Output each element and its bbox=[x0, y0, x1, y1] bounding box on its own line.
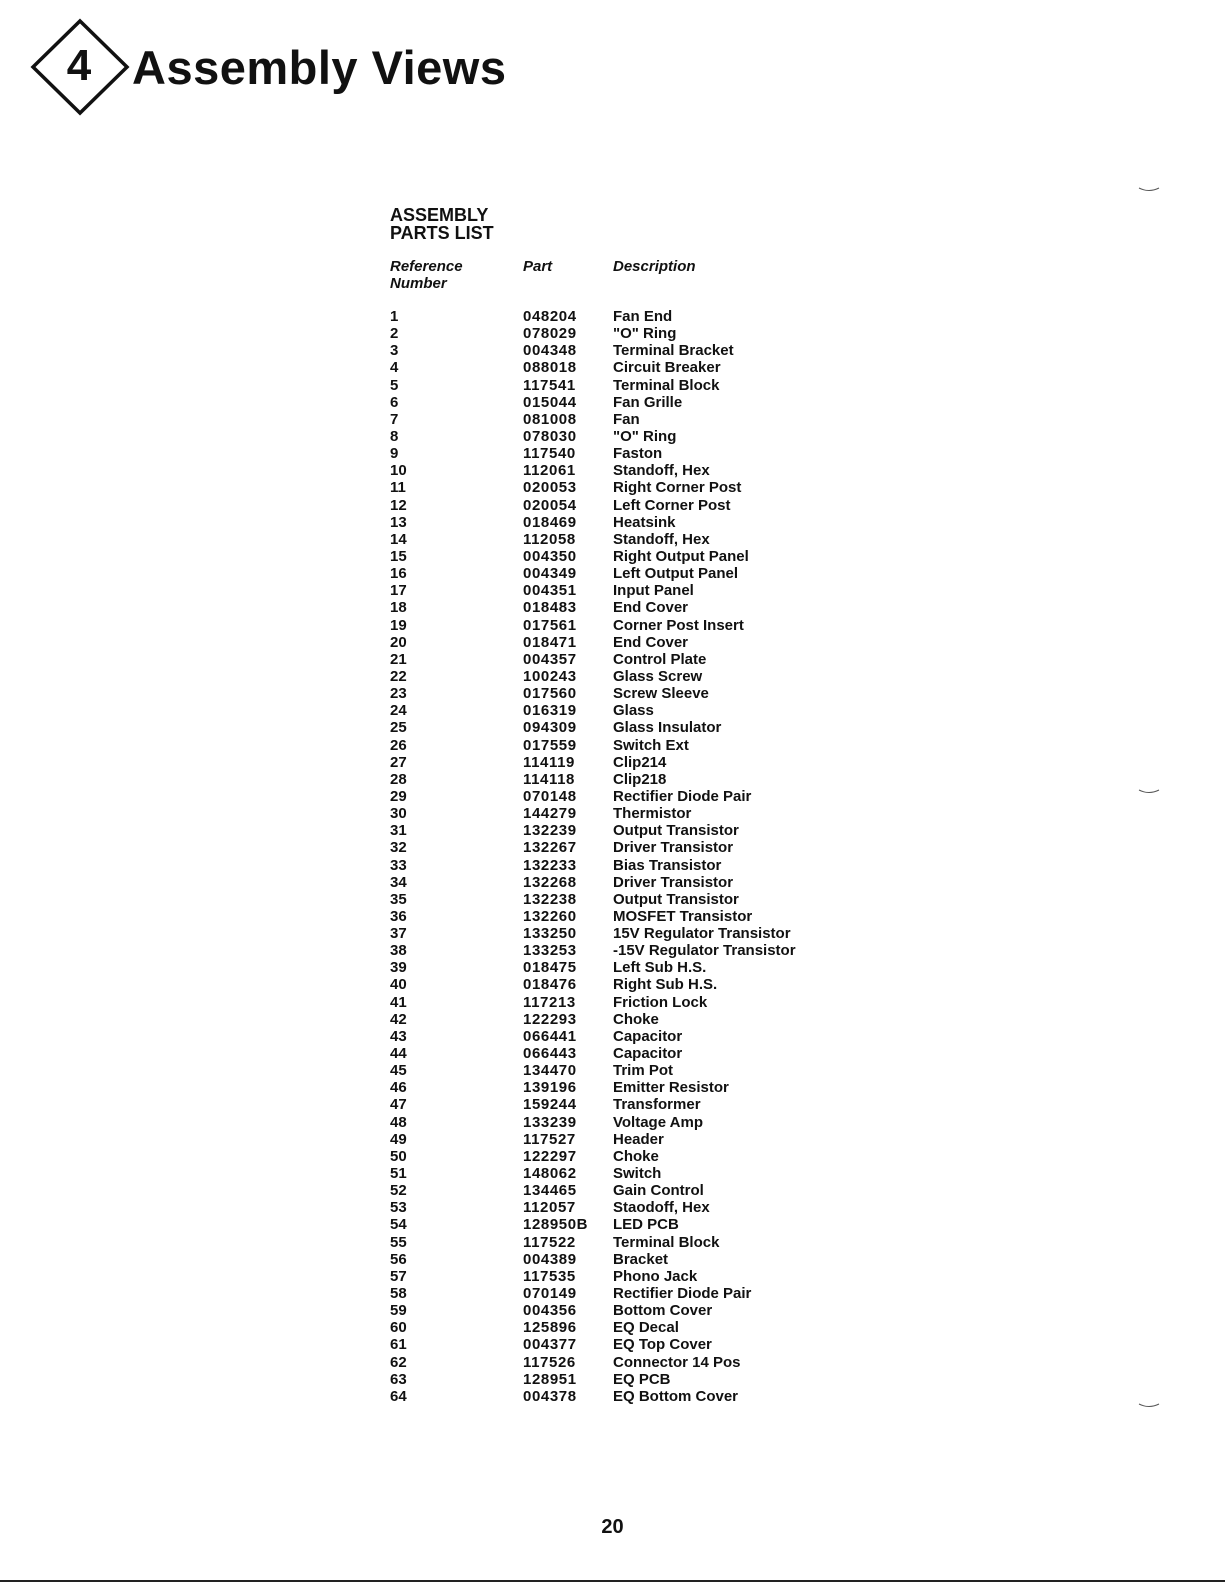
part-number-cell: 117527 bbox=[523, 1130, 576, 1148]
description-cell: End Cover bbox=[613, 599, 689, 617]
description-cell: Terminal Block bbox=[613, 1233, 720, 1251]
part-number-cell: 004351 bbox=[523, 582, 577, 600]
description-cell: Left Corner Post bbox=[613, 496, 731, 514]
reference-number-cell: 24 bbox=[390, 702, 407, 720]
part-number-cell: 144279 bbox=[523, 805, 577, 823]
part-number-cell: 133239 bbox=[523, 1113, 577, 1131]
reference-number-cell: 14 bbox=[390, 530, 407, 548]
reference-number-cell: 12 bbox=[390, 496, 407, 514]
description-cell: Corner Post Insert bbox=[613, 616, 744, 634]
page-number: 20 bbox=[601, 1516, 624, 1538]
reference-number-cell: 15 bbox=[390, 547, 407, 565]
part-number-cell: 016319 bbox=[523, 702, 577, 720]
description-cell: Header bbox=[613, 1130, 664, 1148]
reference-number-cell: 54 bbox=[390, 1216, 407, 1234]
reference-number-cell: 57 bbox=[390, 1267, 407, 1285]
description-cell: Right Output Panel bbox=[613, 547, 749, 565]
part-number-cell: 159244 bbox=[523, 1096, 577, 1114]
reference-number-cell: 25 bbox=[390, 719, 407, 737]
reference-number-cell: 47 bbox=[390, 1096, 407, 1114]
part-number-cell: 004356 bbox=[523, 1302, 577, 1320]
part-number-cell: 004357 bbox=[523, 650, 577, 668]
column-header-reference-line1: Reference bbox=[390, 258, 463, 275]
reference-number-cell: 10 bbox=[390, 462, 407, 480]
part-number-cell: 134465 bbox=[523, 1182, 577, 1200]
part-number-cell: 004389 bbox=[523, 1250, 577, 1268]
part-number-cell: 004349 bbox=[523, 565, 577, 583]
part-number-cell: 100243 bbox=[523, 667, 577, 685]
part-number-cell: 015044 bbox=[523, 393, 577, 411]
reference-number-cell: 34 bbox=[390, 873, 407, 891]
reference-number-cell: 58 bbox=[390, 1285, 407, 1303]
part-number-cell: 018475 bbox=[523, 959, 577, 977]
reference-number-cell: 23 bbox=[390, 685, 407, 703]
reference-number-cell: 44 bbox=[390, 1045, 407, 1063]
reference-number-cell: 16 bbox=[390, 565, 407, 583]
part-number-cell: 117535 bbox=[523, 1267, 576, 1285]
reference-number-cell: 43 bbox=[390, 1027, 407, 1045]
part-number-cell: 017561 bbox=[523, 616, 577, 634]
part-number-cell: 132260 bbox=[523, 907, 577, 925]
reference-number-cell: 64 bbox=[390, 1387, 407, 1405]
description-cell: "O" Ring bbox=[613, 325, 677, 343]
description-cell: Switch Ext bbox=[613, 736, 689, 754]
reference-number-cell: 60 bbox=[390, 1319, 407, 1337]
description-cell: Left Sub H.S. bbox=[613, 959, 707, 977]
part-number-cell: 048204 bbox=[523, 308, 577, 325]
scan-mark bbox=[1138, 186, 1160, 194]
part-number-cell: 018483 bbox=[523, 599, 577, 617]
description-cell: Capacitor bbox=[613, 1027, 683, 1045]
part-number-cell: 066441 bbox=[523, 1027, 577, 1045]
reference-number-cell: 37 bbox=[390, 925, 407, 943]
part-number-cell: 134470 bbox=[523, 1062, 577, 1080]
chapter-header bbox=[30, 18, 630, 118]
description-cell: Fan End bbox=[613, 308, 673, 325]
part-number-cell: 122293 bbox=[523, 1010, 577, 1028]
reference-number-cell: 9 bbox=[390, 445, 399, 463]
part-number-cell: 070149 bbox=[523, 1285, 577, 1303]
description-cell: Phono Jack bbox=[613, 1267, 698, 1285]
description-cell: Glass Screw bbox=[613, 667, 703, 685]
part-number-cell: 117526 bbox=[523, 1353, 576, 1371]
part-number-cell: 070148 bbox=[523, 787, 577, 805]
description-cell: Emitter Resistor bbox=[613, 1079, 729, 1097]
reference-number-cell: 45 bbox=[390, 1062, 407, 1080]
description-cell: Gain Control bbox=[613, 1182, 704, 1200]
section-heading bbox=[390, 206, 494, 242]
description-cell: Left Output Panel bbox=[613, 565, 738, 583]
description-cell: EQ PCB bbox=[613, 1370, 671, 1388]
part-number-cell: 117541 bbox=[523, 376, 576, 394]
reference-number-cell: 40 bbox=[390, 976, 407, 994]
part-number-cell: 114118 bbox=[523, 770, 575, 788]
description-cell: Output Transistor bbox=[613, 822, 739, 840]
reference-number-cell: 18 bbox=[390, 599, 407, 617]
column-header-reference-line2: Number bbox=[390, 275, 447, 292]
reference-number-cell: 63 bbox=[390, 1370, 407, 1388]
part-number-cell: 133250 bbox=[523, 925, 577, 943]
description-cell: Heatsink bbox=[613, 513, 676, 531]
description-cell: Voltage Amp bbox=[613, 1113, 704, 1131]
description-cell: Staodoff, Hex bbox=[613, 1199, 710, 1217]
reference-number-cell: 1 bbox=[390, 308, 399, 325]
reference-number-cell: 50 bbox=[390, 1147, 407, 1165]
description-cell: Transformer bbox=[613, 1096, 701, 1114]
column-header-reference bbox=[390, 258, 463, 292]
description-cell: Bias Transistor bbox=[613, 856, 722, 874]
description-cell: Rectifier Diode Pair bbox=[613, 1285, 752, 1303]
description-cell: Friction Lock bbox=[613, 993, 708, 1011]
part-number-cell: 018469 bbox=[523, 513, 577, 531]
description-cell: EQ Top Cover bbox=[613, 1336, 712, 1354]
reference-number-cell: 55 bbox=[390, 1233, 407, 1251]
reference-number-cell: 38 bbox=[390, 942, 407, 960]
description-cell: Thermistor bbox=[613, 805, 692, 823]
description-cell: Bracket bbox=[613, 1250, 669, 1268]
part-number-cell: 081008 bbox=[523, 410, 577, 428]
part-number-cell: 017560 bbox=[523, 685, 577, 703]
part-number-cell: 132238 bbox=[523, 890, 577, 908]
part-number-cell: 132239 bbox=[523, 822, 577, 840]
part-number-cell: 117213 bbox=[523, 993, 576, 1011]
reference-number-cell: 13 bbox=[390, 513, 407, 531]
description-cell: Bottom Cover bbox=[613, 1302, 713, 1320]
part-number-cell: 125896 bbox=[523, 1319, 577, 1337]
reference-number-cell: 62 bbox=[390, 1353, 407, 1371]
column-header-description: Description bbox=[613, 258, 696, 275]
description-cell: Capacitor bbox=[613, 1045, 683, 1063]
part-number-cell: 088018 bbox=[523, 359, 577, 377]
description-cell: Circuit Breaker bbox=[613, 359, 721, 377]
column-header-part: Part bbox=[523, 258, 553, 275]
description-cell: Trim Pot bbox=[613, 1062, 674, 1080]
reference-number-cell: 30 bbox=[390, 805, 407, 823]
description-cell: Right Sub H.S. bbox=[613, 976, 718, 994]
part-number-cell: 004348 bbox=[523, 342, 577, 360]
part-number-cell: 112061 bbox=[523, 462, 576, 480]
description-cell: Rectifier Diode Pair bbox=[613, 787, 752, 805]
description-cell: Choke bbox=[613, 1147, 659, 1165]
description-cell: Glass Insulator bbox=[613, 719, 722, 737]
reference-number-cell: 52 bbox=[390, 1182, 407, 1200]
description-cell: MOSFET Transistor bbox=[613, 907, 753, 925]
section-heading-line1: ASSEMBLY bbox=[390, 205, 489, 225]
description-cell: Clip218 bbox=[613, 770, 667, 788]
reference-number-cell: 33 bbox=[390, 856, 407, 874]
reference-number-cell: 5 bbox=[390, 376, 399, 394]
part-number-cell: 132267 bbox=[523, 839, 577, 857]
part-number-cell: 133253 bbox=[523, 942, 577, 960]
description-cell: Fan Grille bbox=[613, 393, 683, 411]
description-cell: Faston bbox=[613, 445, 663, 463]
description-cell: Fan bbox=[613, 410, 640, 428]
reference-number-cell: 3 bbox=[390, 342, 399, 360]
part-number-cell: 139196 bbox=[523, 1079, 577, 1097]
part-number-cell: 004377 bbox=[523, 1336, 577, 1354]
part-number-cell: 132268 bbox=[523, 873, 577, 891]
reference-number-cell: 39 bbox=[390, 959, 407, 977]
description-cell: EQ Decal bbox=[613, 1319, 679, 1337]
part-number-cell: 132233 bbox=[523, 856, 577, 874]
reference-number-cell: 36 bbox=[390, 907, 407, 925]
description-cell: Clip214 bbox=[613, 753, 667, 771]
description-cell: Glass bbox=[613, 702, 654, 720]
reference-number-cell: 48 bbox=[390, 1113, 407, 1131]
description-cell: "O" Ring bbox=[613, 427, 677, 445]
description-cell: -15V Regulator Transistor bbox=[613, 942, 796, 960]
description-cell: Standoff, Hex bbox=[613, 462, 710, 480]
description-cell: 15V Regulator Transistor bbox=[613, 925, 791, 943]
part-number-cell: 122297 bbox=[523, 1147, 577, 1165]
reference-number-cell: 7 bbox=[390, 410, 399, 428]
part-number-cell: 128950B bbox=[523, 1216, 589, 1234]
part-number-cell: 117522 bbox=[523, 1233, 576, 1251]
description-cell: Control Plate bbox=[613, 650, 707, 668]
description-cell: Choke bbox=[613, 1010, 659, 1028]
reference-number-cell: 2 bbox=[390, 325, 399, 343]
description-cell: Driver Transistor bbox=[613, 839, 734, 857]
reference-number-cell: 53 bbox=[390, 1199, 407, 1217]
reference-number-cell: 20 bbox=[390, 633, 407, 651]
reference-number-cell: 31 bbox=[390, 822, 407, 840]
part-number-cell: 020053 bbox=[523, 479, 577, 497]
reference-number-cell: 61 bbox=[390, 1336, 407, 1354]
part-number-cell: 117540 bbox=[523, 445, 576, 463]
scan-mark bbox=[1138, 1402, 1160, 1410]
bottom-rule bbox=[0, 1580, 1225, 1582]
description-cell: Connector 14 Pos bbox=[613, 1353, 741, 1371]
section-heading-line2: PARTS LIST bbox=[390, 223, 494, 243]
reference-number-cell: 6 bbox=[390, 393, 399, 411]
description-cell: End Cover bbox=[613, 633, 689, 651]
part-number-cell: 004350 bbox=[523, 547, 577, 565]
description-cell: EQ Bottom Cover bbox=[613, 1387, 739, 1405]
scan-mark bbox=[1138, 788, 1160, 796]
reference-number-cell: 41 bbox=[390, 993, 407, 1011]
reference-number-cell: 26 bbox=[390, 736, 407, 754]
reference-number-cell: 56 bbox=[390, 1250, 407, 1268]
part-number-cell: 114119 bbox=[523, 753, 575, 771]
description-cell: Driver Transistor bbox=[613, 873, 734, 891]
description-cell: Right Corner Post bbox=[613, 479, 742, 497]
reference-number-cell: 51 bbox=[390, 1165, 407, 1183]
reference-number-cell: 46 bbox=[390, 1079, 407, 1097]
reference-number-cell: 4 bbox=[390, 359, 399, 377]
description-cell: Input Panel bbox=[613, 582, 694, 600]
reference-number-cell: 17 bbox=[390, 582, 407, 600]
description-cell: Standoff, Hex bbox=[613, 530, 710, 548]
reference-number-cell: 27 bbox=[390, 753, 407, 771]
description-cell: Switch bbox=[613, 1165, 662, 1183]
part-number-cell: 018476 bbox=[523, 976, 577, 994]
description-cell: LED PCB bbox=[613, 1216, 679, 1234]
part-number-cell: 004378 bbox=[523, 1387, 577, 1405]
part-number-cell: 078030 bbox=[523, 427, 577, 445]
reference-number-cell: 32 bbox=[390, 839, 407, 857]
reference-number-cell: 8 bbox=[390, 427, 399, 445]
description-cell: Terminal Bracket bbox=[613, 342, 734, 360]
part-number-cell: 020054 bbox=[523, 496, 577, 514]
reference-number-cell: 49 bbox=[390, 1130, 407, 1148]
part-number-cell: 148062 bbox=[523, 1165, 577, 1183]
reference-number-cell: 21 bbox=[390, 650, 407, 668]
reference-number-cell: 28 bbox=[390, 770, 407, 788]
part-number-cell: 128951 bbox=[523, 1370, 577, 1388]
part-number-cell: 066443 bbox=[523, 1045, 577, 1063]
reference-number-cell: 22 bbox=[390, 667, 407, 685]
chapter-number: 4 bbox=[66, 41, 92, 90]
part-number-cell: 017559 bbox=[523, 736, 577, 754]
part-number-cell: 094309 bbox=[523, 719, 577, 737]
reference-number-cell: 59 bbox=[390, 1302, 407, 1320]
reference-number-cell: 19 bbox=[390, 616, 407, 634]
reference-number-cell: 29 bbox=[390, 787, 407, 805]
reference-number-cell: 35 bbox=[390, 890, 407, 908]
part-number-cell: 112057 bbox=[523, 1199, 576, 1217]
reference-number-cell: 11 bbox=[390, 479, 406, 497]
part-number-cell: 018471 bbox=[523, 633, 577, 651]
description-cell: Screw Sleeve bbox=[613, 685, 709, 703]
chapter-title: Assembly Views bbox=[132, 41, 507, 94]
description-cell: Terminal Block bbox=[613, 376, 720, 394]
part-number-cell: 112058 bbox=[523, 530, 576, 548]
description-cell: Output Transistor bbox=[613, 890, 739, 908]
reference-number-cell: 42 bbox=[390, 1010, 407, 1028]
part-number-cell: 078029 bbox=[523, 325, 577, 343]
